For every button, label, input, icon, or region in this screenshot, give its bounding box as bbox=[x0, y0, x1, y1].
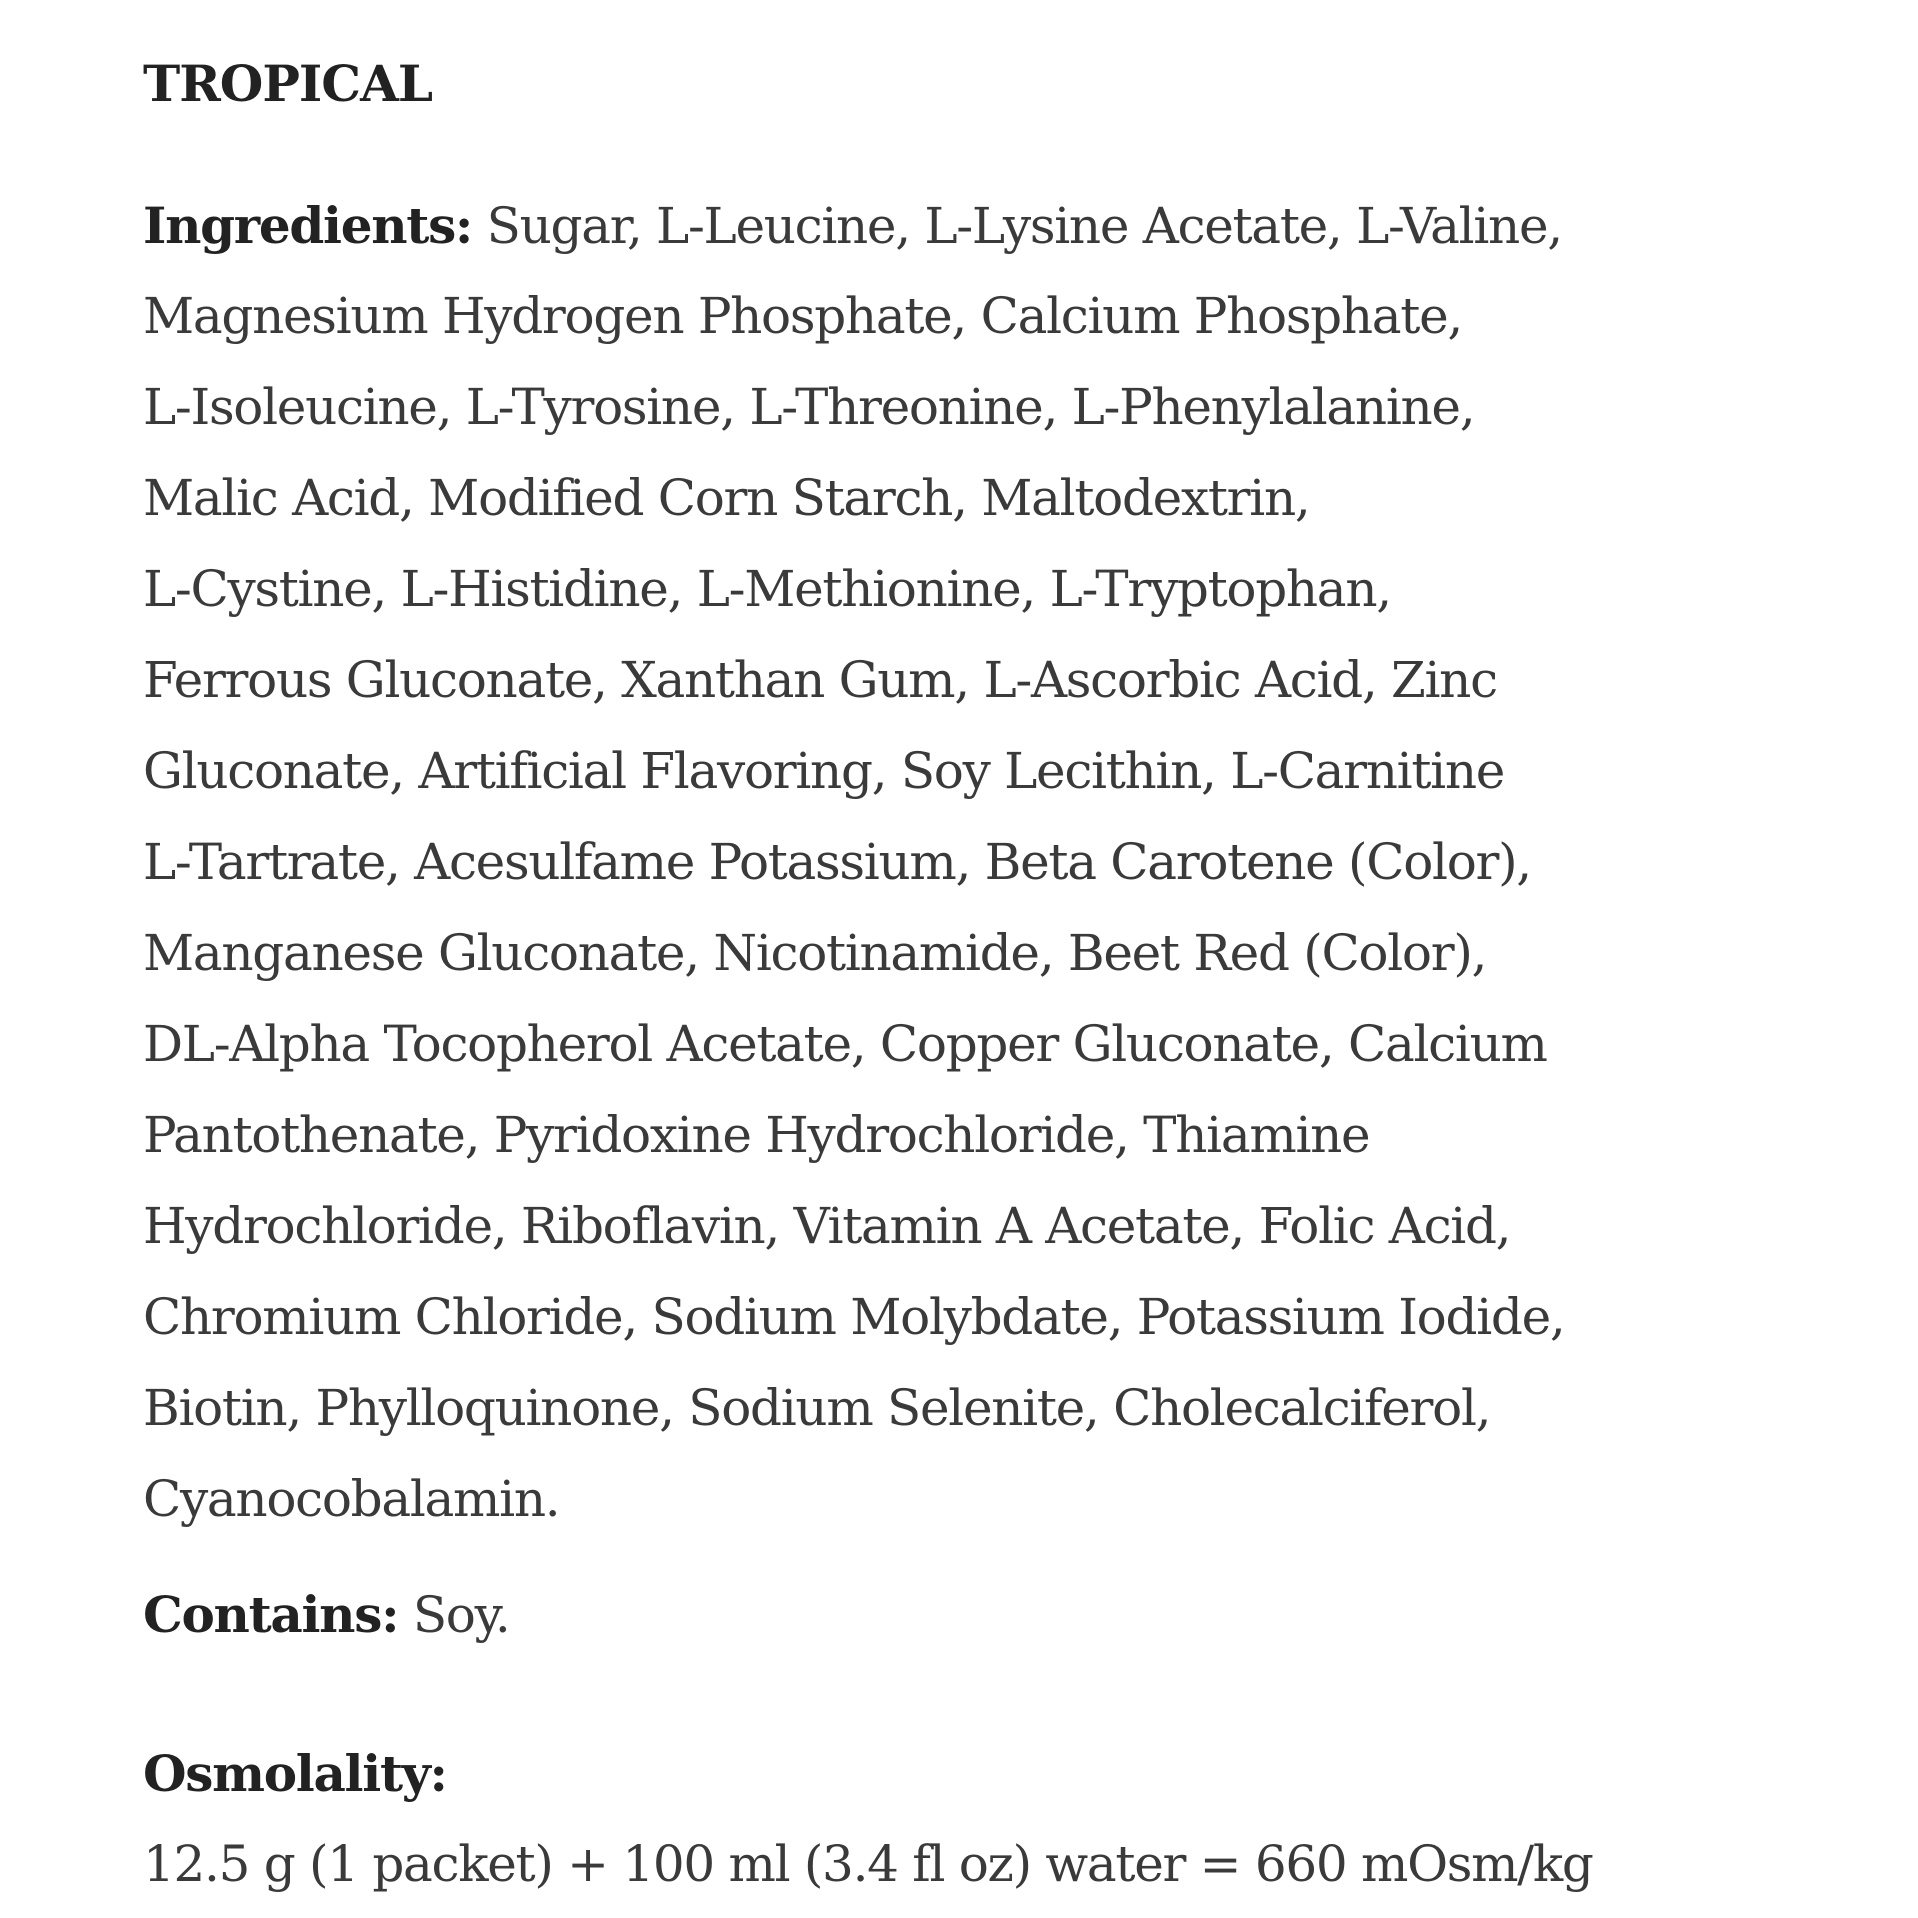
ingredients-line bbox=[143, 180, 1823, 271]
ingredients-line: Hydrochloride, Riboflavin, Vitamin A Acetate, Folic Acid, bbox=[143, 1197, 1511, 1255]
ingredients-line: Manganese Gluconate, Nicotinamide, Beet Red (Color), bbox=[143, 924, 1487, 982]
ingredients-line: Cyanocobalamin. bbox=[143, 1470, 560, 1528]
ingredients-line: Gluconate, Artificial Flavoring, Soy Lecithin, L-Carnitine bbox=[143, 742, 1505, 800]
flavor-title: TROPICAL bbox=[143, 54, 433, 113]
ingredients-text: Sugar, L-Leucine, L-Lysine Acetate, L-Valine, bbox=[472, 197, 1562, 255]
ingredients-line: Ferrous Gluconate, Xanthan Gum, L-Ascorbic Acid, Zinc bbox=[143, 651, 1497, 709]
ingredients-line: Magnesium Hydrogen Phosphate, Calcium Phosphate, bbox=[143, 287, 1462, 345]
ingredients-label: Ingredients: bbox=[143, 196, 473, 255]
osmolality-value: 12.5 g (1 packet) + 100 ml (3.4 fl oz) water = 660 mOsm/kg bbox=[143, 1835, 1593, 1893]
contains-label: Contains: bbox=[143, 1585, 399, 1644]
osmolality-label: Osmolality: bbox=[143, 1744, 447, 1803]
nutrition-label-panel bbox=[143, 48, 1823, 1910]
ingredients-section bbox=[143, 180, 1823, 1545]
ingredients-line: Biotin, Phylloquinone, Sodium Selenite, Cholecalciferol, bbox=[143, 1379, 1491, 1437]
ingredients-line: DL-Alpha Tocopherol Acetate, Copper Gluconate, Calcium bbox=[143, 1015, 1547, 1073]
ingredients-line: Malic Acid, Modified Corn Starch, Maltodextrin, bbox=[143, 469, 1310, 527]
ingredients-line: Chromium Chloride, Sodium Molybdate, Potassium Iodide, bbox=[143, 1288, 1565, 1346]
contains-statement bbox=[143, 1569, 1823, 1661]
contains-value: Soy. bbox=[398, 1586, 510, 1644]
ingredients-line: Pantothenate, Pyridoxine Hydrochloride, Thiamine bbox=[143, 1106, 1370, 1164]
ingredients-line: L-Cystine, L-Histidine, L-Methionine, L-Tryptophan, bbox=[143, 560, 1391, 618]
ingredients-line: L-Isoleucine, L-Tyrosine, L-Threonine, L-Phenylalanine, bbox=[143, 378, 1475, 436]
ingredients-line: L-Tartrate, Acesulfame Potassium, Beta Carotene (Color), bbox=[143, 833, 1531, 891]
